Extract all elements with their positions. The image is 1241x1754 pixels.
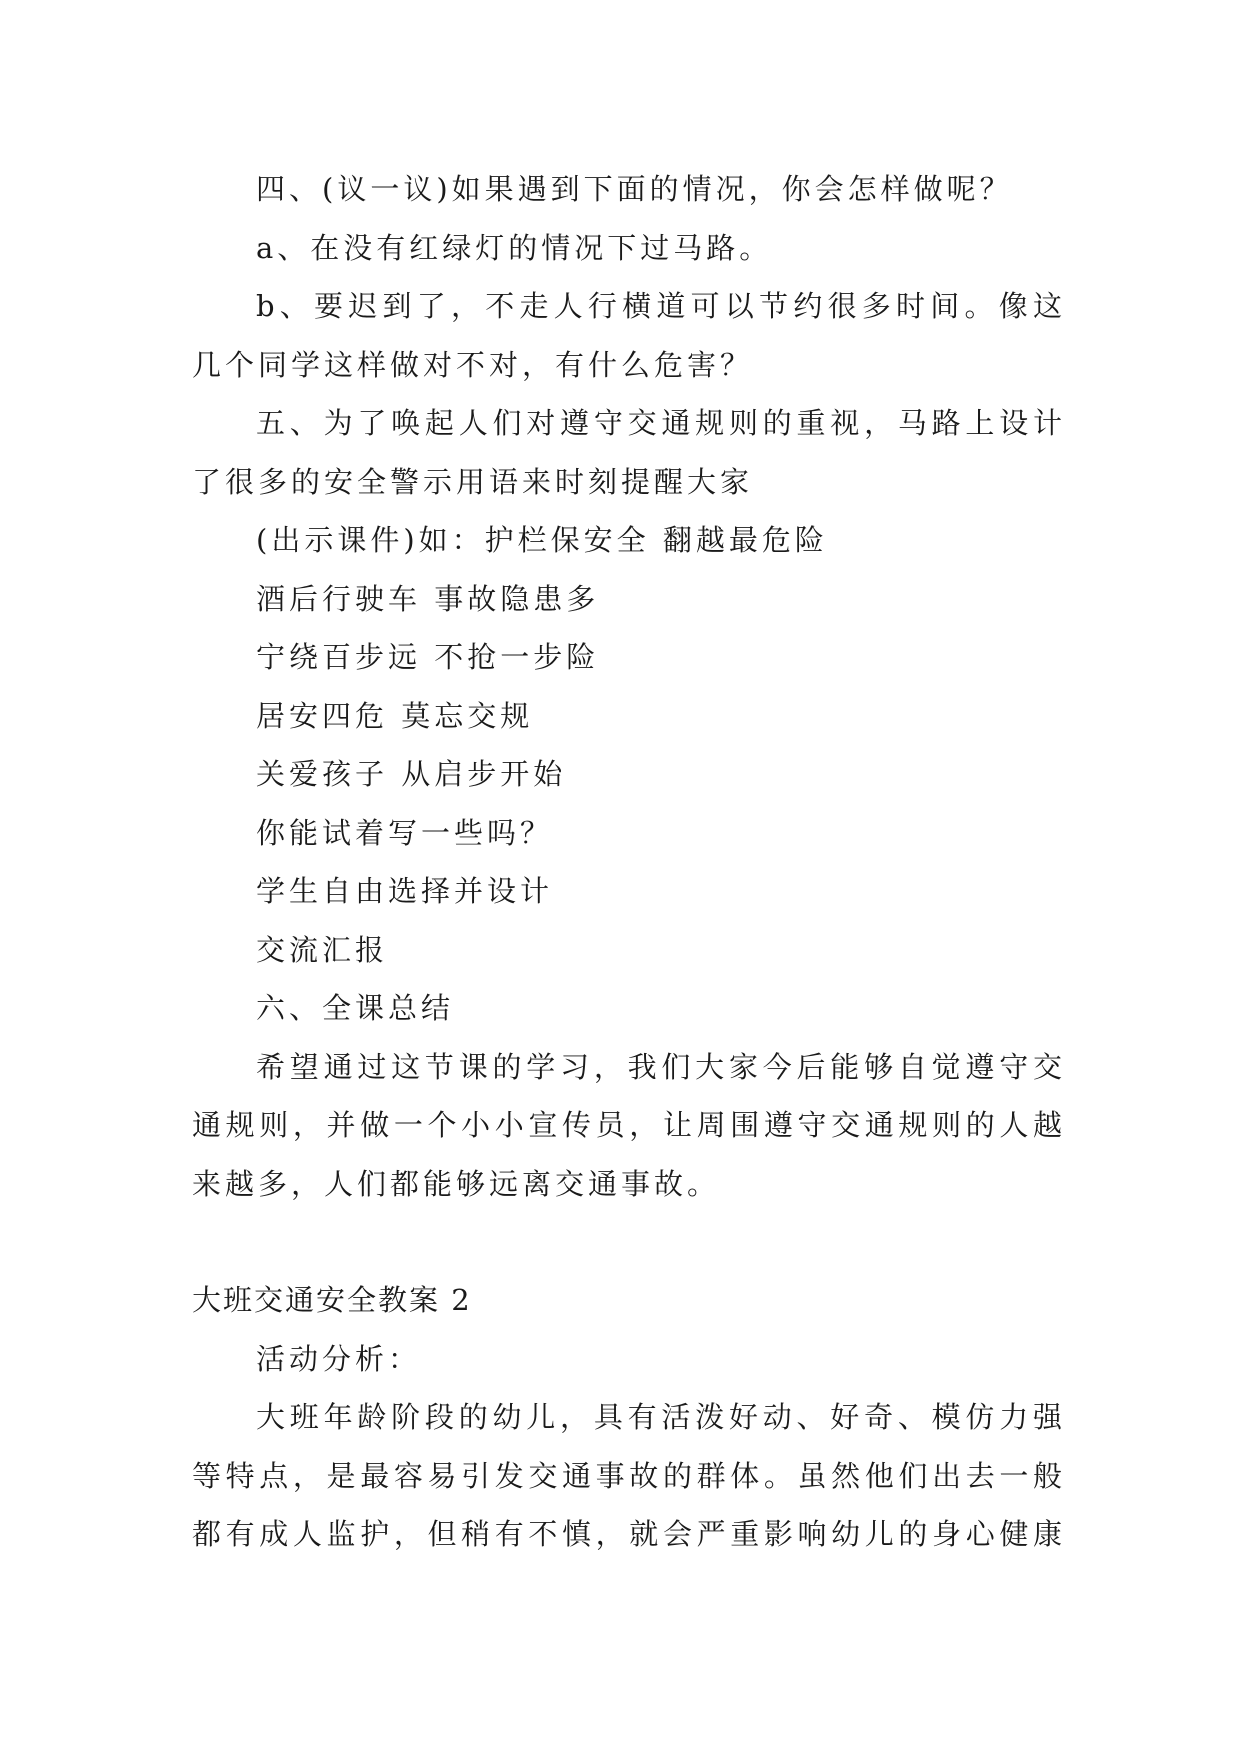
paragraph-line: 你能试着写一些吗？ bbox=[256, 815, 554, 850]
paragraph-line: 关爱孩子 从启步开始 bbox=[256, 757, 567, 791]
paragraph-line: 了很多的安全警示用语来时刻提醒大家 bbox=[192, 464, 754, 499]
section-title: 大班交通安全教案 2 bbox=[192, 1283, 472, 1317]
paragraph-line: 六、全课总结 bbox=[256, 991, 455, 1025]
document-body bbox=[192, 160, 1062, 1564]
paragraph-line: 来越多，人们都能够远离交通事故。 bbox=[192, 1166, 721, 1201]
paragraph-line: 活动分析： bbox=[256, 1341, 422, 1376]
paragraph-line: 通规则，并做一个小小宣传员，让周围遵守交通规则的人越 bbox=[192, 1108, 1062, 1142]
lesson-section-continued bbox=[192, 160, 1062, 1213]
paragraph-line: 居安四危 莫忘交规 bbox=[256, 698, 534, 733]
section-spacer bbox=[192, 1213, 1062, 1271]
paragraph-line: 都有成人监护，但稍有不慎，就会严重影响幼儿的身心健康 bbox=[192, 1517, 1062, 1551]
paragraph-line: (出示课件)如：护栏保安全 翻越最危险 bbox=[256, 523, 828, 557]
paragraph-line: b、要迟到了，不走人行横道可以节约很多时间。像这 bbox=[256, 289, 1062, 323]
paragraph-line: 四、(议一议)如果遇到下面的情况，你会怎样做呢？ bbox=[256, 172, 1013, 206]
paragraph-line: a、在没有红绿灯的情况下过马路。 bbox=[256, 230, 773, 265]
paragraph-line: 五、为了唤起人们对遵守交通规则的重视，马路上设计 bbox=[256, 406, 1062, 440]
paragraph-line: 交流汇报 bbox=[256, 932, 389, 967]
paragraph-line: 大班年龄阶段的幼儿，具有活泼好动、好奇、模仿力强 bbox=[256, 1400, 1062, 1434]
paragraph-line: 几个同学这样做对不对，有什么危害？ bbox=[192, 347, 754, 382]
paragraph-line: 希望通过这节课的学习，我们大家今后能够自觉遵守交 bbox=[256, 1049, 1062, 1084]
paragraph-line: 宁绕百步远 不抢一步险 bbox=[256, 640, 600, 674]
paragraph-line: 酒后行驶车 事故隐患多 bbox=[256, 581, 600, 616]
lesson-section-two bbox=[192, 1330, 1062, 1564]
paragraph-line: 学生自由选择并设计 bbox=[256, 874, 554, 908]
paragraph-line: 等特点，是最容易引发交通事故的群体。虽然他们出去一般 bbox=[192, 1458, 1062, 1493]
